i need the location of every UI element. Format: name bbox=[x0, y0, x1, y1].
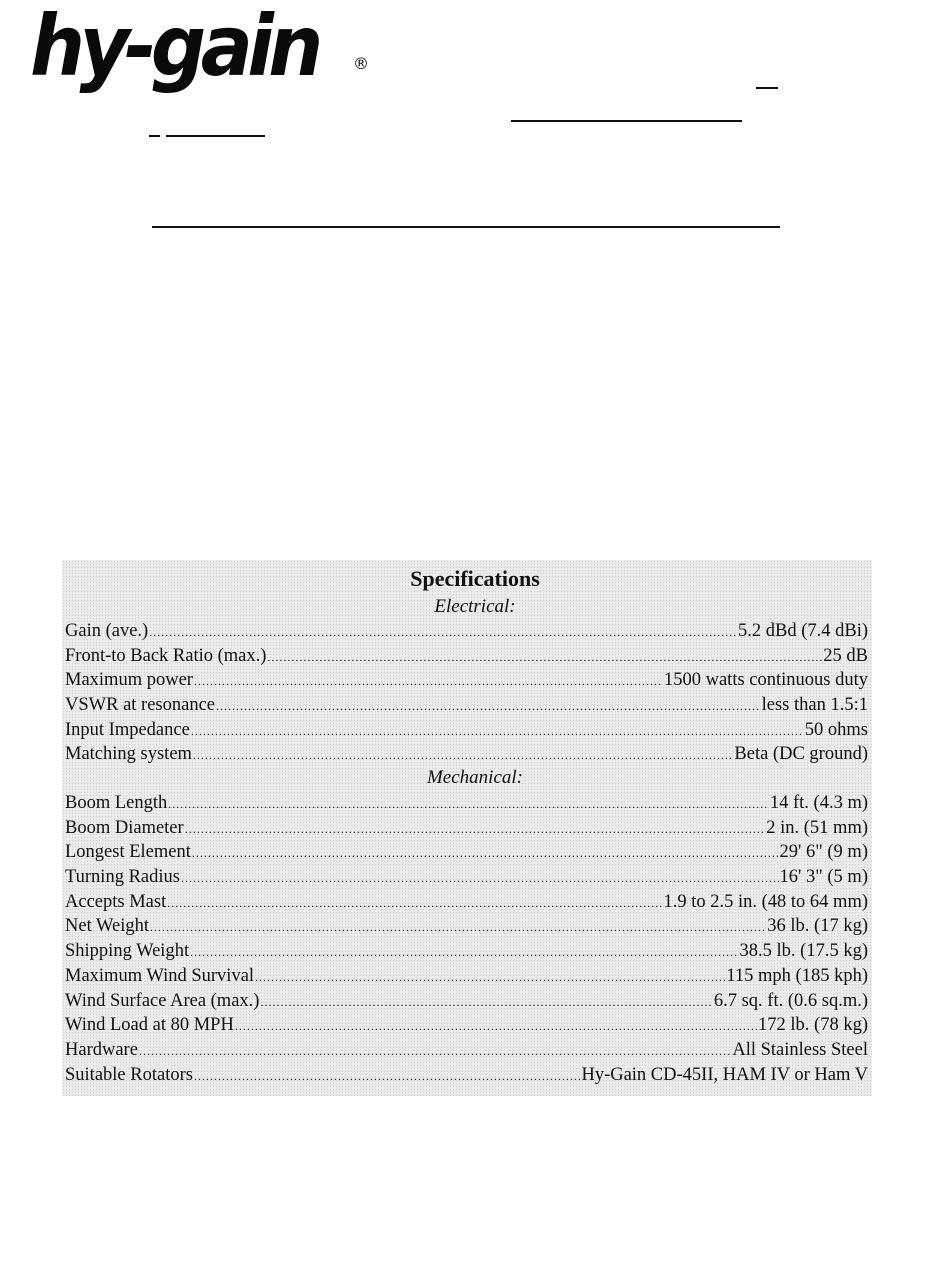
dot-leader bbox=[185, 816, 766, 842]
dot-leader bbox=[167, 890, 662, 916]
spec-row-turning-radius bbox=[65, 865, 868, 890]
title-rule-left bbox=[166, 135, 265, 137]
dot-leader bbox=[149, 619, 737, 645]
spec-label: Maximum Wind Survival bbox=[65, 965, 255, 986]
spec-value: 29' 6" (9 m) bbox=[779, 842, 868, 863]
spec-label: Wind Surface Area (max.) bbox=[65, 990, 260, 1011]
mechanical-heading: Mechanical: bbox=[426, 767, 523, 788]
dot-leader bbox=[235, 1013, 757, 1039]
spec-row-net-weight bbox=[65, 914, 868, 939]
spec-row-input-impedance bbox=[65, 718, 868, 743]
dot-leader bbox=[255, 964, 725, 990]
spec-row-front-to-back bbox=[65, 644, 868, 669]
dot-leader bbox=[190, 939, 738, 965]
spec-row-longest-element bbox=[65, 840, 868, 865]
spec-value: 16' 3" (5 m) bbox=[779, 867, 868, 888]
brand-logo: hy-gain bbox=[30, 0, 318, 95]
spec-label: Shipping Weight bbox=[65, 941, 190, 962]
dot-leader bbox=[139, 1038, 731, 1064]
title-rule-dash-left bbox=[149, 135, 160, 137]
spec-row-gain bbox=[65, 619, 868, 644]
spec-value: 5.2 dBd (7.4 dBi) bbox=[737, 621, 868, 641]
spec-label: Maximum power bbox=[65, 670, 193, 691]
dot-leader bbox=[267, 644, 822, 670]
spec-value: Beta (DC ground) bbox=[734, 744, 868, 765]
spec-label: Net Weight bbox=[65, 916, 149, 937]
spec-row-boom-diameter bbox=[65, 816, 868, 841]
spec-label: Wind Load at 80 MPH bbox=[65, 1015, 234, 1036]
spec-value: 1.9 to 2.5 in. (48 to 64 mm) bbox=[663, 891, 868, 912]
dot-leader bbox=[260, 989, 712, 1015]
electrical-spec-list bbox=[65, 619, 868, 767]
dot-leader bbox=[181, 865, 779, 891]
spec-label: Gain (ave.) bbox=[65, 621, 149, 641]
dot-leader bbox=[193, 742, 733, 768]
spec-label: Boom Length bbox=[65, 793, 168, 813]
spec-value: 1500 watts continuous duty bbox=[663, 670, 868, 691]
specifications-title: Specifications bbox=[410, 566, 540, 591]
spec-value: 14 ft. (4.3 m) bbox=[769, 793, 868, 813]
title-rule-right bbox=[511, 120, 742, 122]
spec-label: Suitable Rotators bbox=[65, 1064, 193, 1085]
spec-value: 25 dB bbox=[823, 645, 868, 666]
spec-value: Hy-Gain CD-45II, HAM IV or Ham V bbox=[581, 1064, 868, 1085]
dot-leader bbox=[194, 1063, 581, 1089]
dot-leader bbox=[192, 840, 779, 866]
spec-value: 172 lb. (78 kg) bbox=[758, 1015, 868, 1036]
spec-row-boom-length bbox=[65, 791, 868, 816]
dot-leader bbox=[150, 914, 766, 940]
spec-value: less than 1.5:1 bbox=[761, 695, 868, 716]
spec-row-suitable-rotators bbox=[65, 1063, 868, 1088]
spec-value: 115 mph (185 kph) bbox=[726, 965, 868, 986]
spec-label: Accepts Mast bbox=[65, 891, 167, 912]
spec-row-accepts-mast bbox=[65, 890, 868, 915]
spec-value: All Stainless Steel bbox=[732, 1039, 868, 1060]
spec-label: Longest Element bbox=[65, 842, 191, 863]
spec-row-matching-system bbox=[65, 742, 868, 767]
spec-row-maximum-power bbox=[65, 668, 868, 693]
mechanical-spec-list bbox=[65, 791, 868, 1087]
spec-label: Boom Diameter bbox=[65, 817, 184, 838]
spec-row-vswr bbox=[65, 693, 868, 718]
spec-label: Input Impedance bbox=[65, 719, 190, 740]
spec-row-hardware bbox=[65, 1038, 868, 1063]
spec-value: 36 lb. (17 kg) bbox=[767, 916, 868, 937]
spec-value: 6.7 sq. ft. (0.6 sq.m.) bbox=[713, 990, 868, 1011]
spec-value: 38.5 lb. (17.5 kg) bbox=[739, 941, 868, 962]
spec-label: Hardware bbox=[65, 1039, 138, 1060]
registered-mark: ® bbox=[353, 54, 369, 73]
dot-leader bbox=[191, 718, 804, 744]
dot-leader bbox=[194, 668, 663, 694]
spec-label: Matching system bbox=[65, 744, 192, 765]
spec-value: 2 in. (51 mm) bbox=[766, 817, 868, 838]
spec-row-shipping-weight bbox=[65, 939, 868, 964]
electrical-heading: Electrical: bbox=[434, 596, 516, 617]
dot-leader bbox=[216, 693, 761, 719]
spec-label: Front-to Back Ratio (max.) bbox=[65, 645, 267, 666]
spec-row-wind-surface-area bbox=[65, 989, 868, 1014]
spec-label: Turning Radius bbox=[65, 867, 180, 888]
dot-leader bbox=[168, 791, 769, 817]
spec-row-wind-load bbox=[65, 1013, 868, 1038]
heading-rule bbox=[152, 226, 780, 228]
spec-row-maximum-wind-survival bbox=[65, 964, 868, 989]
spec-value: 50 ohms bbox=[804, 719, 868, 740]
spec-label: VSWR at resonance bbox=[65, 695, 216, 716]
title-rule-short-right bbox=[756, 87, 778, 89]
